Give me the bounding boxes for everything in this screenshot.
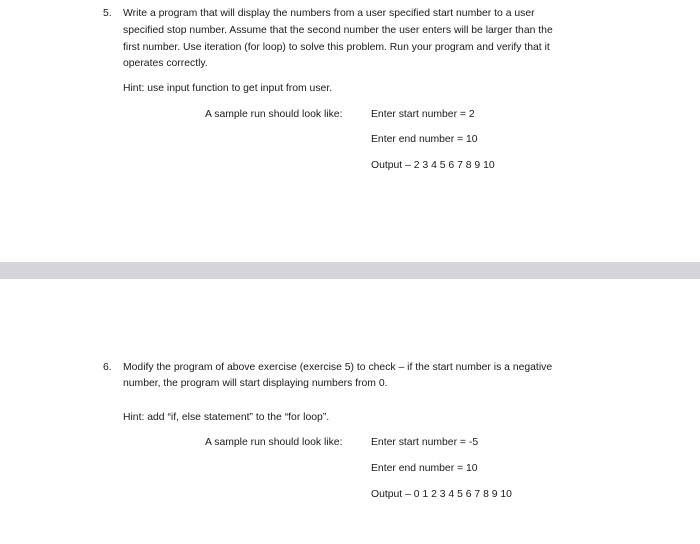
exercise-6-section — [0, 279, 700, 544]
exercise-6-number: 6. — [103, 362, 112, 373]
exercise-6-hint: Hint: add “if, else statement” to the “for loop”. — [123, 412, 330, 423]
exercise-6-text-line-1: Modify the program of above exercise (exercise 5) to check – if the start number is a negative — [123, 362, 553, 373]
exercise-5-sample-start: Enter start number = 2 — [371, 109, 475, 120]
exercise-6-sample-label: A sample run should look like: — [205, 437, 343, 448]
exercise-5-number: 5. — [103, 8, 112, 19]
exercise-5-section — [0, 0, 700, 262]
exercise-5-hint: Hint: use input function to get input from user. — [123, 83, 333, 94]
exercise-6-sample-output: Output – 0 1 2 3 4 5 6 7 8 9 10 — [371, 489, 512, 500]
exercise-5-text-line-1: Write a program that will display the numbers from a user specified start number to a user — [123, 8, 535, 19]
exercise-6-sample-start: Enter start number = -5 — [371, 437, 479, 448]
exercise-5-text-line-3: first number. Use iteration (for loop) to solve this problem. Run your program and verify that it — [123, 42, 550, 53]
page-divider — [0, 262, 700, 279]
exercise-6-text-line-2: number, the program will start displaying numbers from 0. — [123, 378, 388, 389]
exercise-6-sample-end: Enter end number = 10 — [371, 463, 478, 474]
exercise-5-sample-end: Enter end number = 10 — [371, 134, 478, 145]
exercise-5-text-line-4: operates correctly. — [123, 58, 208, 69]
exercise-5-sample-label: A sample run should look like: — [205, 109, 343, 120]
exercise-5-sample-output: Output – 2 3 4 5 6 7 8 9 10 — [371, 160, 495, 171]
exercise-5-text-line-2: specified stop number. Assume that the second number the user enters will be larger than the — [123, 25, 553, 36]
